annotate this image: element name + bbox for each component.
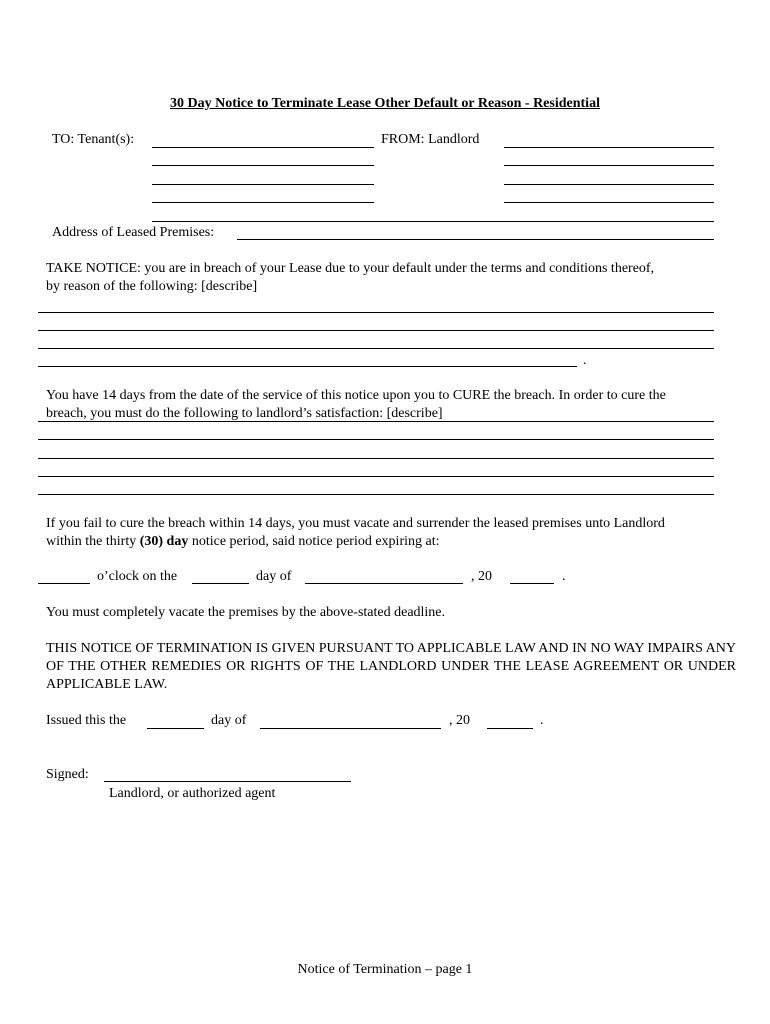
address-line-upper[interactable] xyxy=(152,221,714,222)
tenant-line-4[interactable] xyxy=(152,202,374,203)
issued-label: Issued this the xyxy=(46,713,127,728)
issued-year-prefix: , 20 xyxy=(449,713,470,728)
landlord-line-4[interactable] xyxy=(504,202,714,203)
cure-line-2: breach, you must do the following to landlord’s satisfaction: [describe] xyxy=(46,406,443,421)
landlord-line-1[interactable] xyxy=(504,147,714,148)
fail-line-1: If you fail to cure the breach within 14 days, you must vacate and surrender the leased premises unto Landlord xyxy=(46,516,665,531)
deadline-oclock-label: o’clock on the xyxy=(97,569,178,584)
legal-paragraph: THIS NOTICE OF TERMINATION IS GIVEN PURSUANT TO APPLICABLE LAW AND IN NO WAY IMPAIRS ANY OF THE OTHER REMEDIES OR RIGHTS OF THE LANDLORD UNDER THE LEASE AGREEMENT OR UNDER APPLICABLE LAW. xyxy=(46,641,736,692)
take-notice-line-2: by reason of the following: [describe] xyxy=(46,279,258,294)
address-label: Address of Leased Premises: xyxy=(52,225,215,240)
from-landlord-label: FROM: Landlord xyxy=(381,132,480,147)
deadline-month-field[interactable] xyxy=(305,583,463,584)
issued-year-field[interactable] xyxy=(487,728,533,729)
deadline-year-field[interactable] xyxy=(510,583,554,584)
issued-period: . xyxy=(540,713,544,728)
to-tenants-label: TO: Tenant(s): xyxy=(52,132,135,147)
cure-line-1: You have 14 days from the date of the service of this notice upon you to CURE the breach. In order to cure the xyxy=(46,388,666,403)
tenant-line-2[interactable] xyxy=(152,165,374,166)
tenant-line-1[interactable] xyxy=(152,147,374,148)
landlord-line-3[interactable] xyxy=(504,184,714,185)
deadline-hour-field[interactable] xyxy=(38,583,90,584)
breach-line-4[interactable] xyxy=(38,366,577,367)
deadline-day-of-label: day of xyxy=(256,569,292,584)
fail-line-2 xyxy=(46,533,440,550)
vacate-sentence: You must completely vacate the premises by the above-stated deadline. xyxy=(46,605,446,620)
address-line[interactable] xyxy=(237,239,714,240)
breach-line-1[interactable] xyxy=(38,312,714,313)
page-footer: Notice of Termination – page 1 xyxy=(297,962,473,977)
landlord-line-2[interactable] xyxy=(504,165,714,166)
cure-line-blank-2[interactable] xyxy=(38,439,714,440)
signature-line[interactable] xyxy=(104,781,351,782)
signer-caption: Landlord, or authorized agent xyxy=(109,786,276,801)
cure-line-blank-3[interactable] xyxy=(38,458,714,459)
breach-line-3[interactable] xyxy=(38,348,714,349)
fail-line-2-pre: within the thirty xyxy=(46,534,140,549)
issued-day-of-label: day of xyxy=(211,713,247,728)
breach-line-2[interactable] xyxy=(38,330,714,331)
cure-line-blank-1[interactable] xyxy=(38,421,714,422)
take-notice-line-1: TAKE NOTICE: you are in breach of your Lease due to your default under the terms and conditions thereof, xyxy=(46,261,655,276)
issued-month-field[interactable] xyxy=(260,728,441,729)
breach-period: . xyxy=(583,353,587,368)
issued-day-field[interactable] xyxy=(147,728,204,729)
deadline-day-field[interactable] xyxy=(192,583,249,584)
deadline-year-prefix: , 20 xyxy=(471,569,492,584)
cure-line-blank-5[interactable] xyxy=(38,494,714,495)
signed-label: Signed: xyxy=(46,767,89,782)
document-title: 30 Day Notice to Terminate Lease Other Default or Reason - Residential xyxy=(170,96,600,111)
fail-line-2-post: notice period, said notice period expiring at: xyxy=(188,534,440,549)
fail-line-2-bold: (30) day xyxy=(139,534,189,549)
tenant-line-3[interactable] xyxy=(152,184,374,185)
cure-line-blank-4[interactable] xyxy=(38,476,714,477)
deadline-period: . xyxy=(562,569,566,584)
